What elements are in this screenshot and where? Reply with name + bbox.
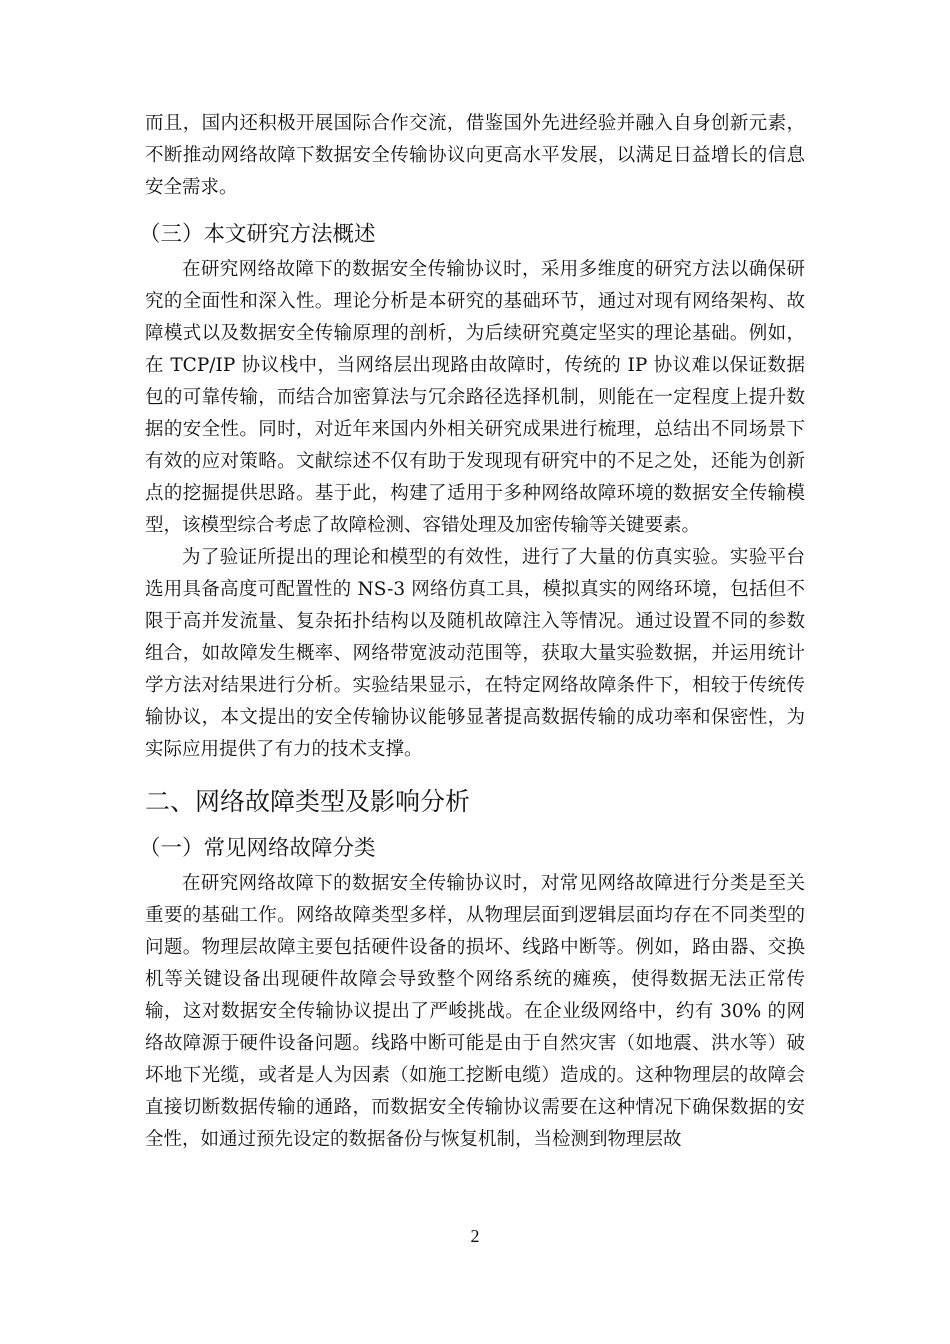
paragraph-simulation: 为了验证所提出的理论和模型的有效性，进行了大量的仿真实验。实验平台选用具备高度可配置性的 NS-3 网络仿真工具，模拟真实的网络环境，包括但不限于高并发流量、复杂拓扑结构以及随机故障注入等情况。通过设置不同的参数组合，如故障发生概率、网络带宽波动范围等，获取大量实验数据，并运用统计学方法对结果进行分析。实验结果显示，在特定网络故障条件下，相较于传统传输协议，本文提出的安全传输协议能够显著提高数据传输的成功率和保密性，为实际应用提供了有力的技术支撑。: [145, 547, 805, 760]
paragraph-continuation: 而且，国内还积极开展国际合作交流，借鉴国外先进经验并融入自身创新元素，不断推动网络故障下数据安全传输协议向更高水平发展，以满足日益增长的信息安全需求。: [145, 113, 805, 198]
page-number: 2: [470, 1226, 480, 1246]
paragraph-fault-classification: 在研究网络故障下的数据安全传输协议时，对常见网络故障进行分类是至关重要的基础工作。网络故障类型多样，从物理层面到逻辑层面均存在不同类型的问题。物理层故障主要包括硬件设备的损坏、线路中断等。例如，路由器、交换机等关键设备出现硬件故障会导致整个网络系统的瘫痪，使得数据无法正常传输，这对数据安全传输协议提出了严峻挑战。在企业级网络中，约有 30% 的网络故障源于硬件设备问题。线路中断可能是由于自然灾害（如地震、洪水等）破坏地下光缆，或者是人为因素（如施工挖断电缆）造成的。这种物理层的故障会直接切断数据传输的通路，而数据安全传输协议需要在这种情况下确保数据的安全性，如通过预先设定的数据备份与恢复机制，当检测到物理层故: [145, 873, 805, 1150]
heading-fault-types-analysis: 二、网络故障类型及影响分析: [145, 787, 471, 816]
paragraph-research-methods: 在研究网络故障下的数据安全传输协议时，采用多维度的研究方法以确保研究的全面性和深入性。理论分析是本研究的基础环节，通过对现有网络架构、故障模式以及数据安全传输原理的剖析，为后续研究奠定坚实的理论基础。例如，在 TCP/IP 协议栈中，当网络层出现路由故障时，传统的 IP 协议难以保证数据包的可靠传输，而结合加密算法与冗余路径选择机制，则能在一定程度上提升数据的安全性。同时，对近年来国内外相关研究成果进行梳理，总结出不同场景下有效的应对策略。文献综述不仅有助于发现现有研究中的不足之处，还能为创新点的挖掘提供思路。基于此，构建了适用于多种网络故障环境的数据安全传输模型，该模型综合考虑了故障检测、容错处理及加密传输等关键要素。: [145, 259, 805, 536]
heading-research-methods: （三）本文研究方法概述: [139, 222, 376, 247]
page-content: [139, 108, 805, 1156]
heading-common-fault-classification: （一）常见网络故障分类: [139, 836, 376, 861]
